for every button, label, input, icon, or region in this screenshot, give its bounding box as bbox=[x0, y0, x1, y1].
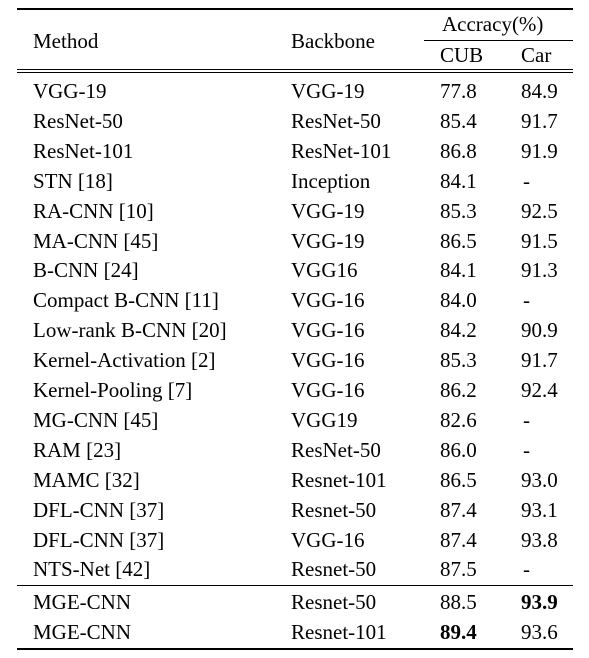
cell-backbone: VGG-19 bbox=[291, 228, 365, 253]
cell-backbone: VGG-19 bbox=[291, 198, 365, 223]
cell-car: - bbox=[523, 407, 530, 432]
cell-car: - bbox=[523, 437, 530, 462]
cell-backbone: ResNet-50 bbox=[291, 437, 381, 462]
cell-method: Kernel-Pooling [7] bbox=[33, 378, 193, 402]
cell-cub: 88.5 bbox=[440, 590, 477, 614]
cell-backbone: Resnet-50 bbox=[291, 557, 377, 582]
cell-cub: 89.4 bbox=[440, 620, 477, 644]
cell-backbone: VGG-16 bbox=[291, 378, 365, 402]
header-rule-2 bbox=[17, 72, 573, 73]
header-accuracy-group: Accracy(%) bbox=[442, 12, 544, 36]
cell-car: 91.7 bbox=[521, 108, 558, 133]
cell-backbone: ResNet-50 bbox=[291, 108, 381, 133]
cell-backbone: VGG16 bbox=[291, 258, 358, 283]
cell-backbone: Resnet-101 bbox=[291, 467, 387, 492]
cell-cub: 86.0 bbox=[440, 437, 477, 462]
cell-method: MGE-CNN bbox=[33, 620, 131, 644]
cell-cub: 87.5 bbox=[440, 557, 477, 582]
cell-cub: 87.4 bbox=[440, 527, 477, 552]
bottom-rule bbox=[17, 648, 573, 650]
cell-car: - bbox=[523, 288, 530, 313]
cell-backbone: VGG-16 bbox=[291, 318, 365, 343]
cell-backbone: Resnet-101 bbox=[291, 620, 387, 644]
cell-backbone: Inception bbox=[291, 168, 371, 193]
cell-backbone: Resnet-50 bbox=[291, 497, 377, 522]
cell-cub: 86.2 bbox=[440, 378, 477, 402]
cell-method: MAMC [32] bbox=[33, 467, 140, 492]
cell-car: 84.9 bbox=[521, 79, 558, 103]
cell-car: 90.9 bbox=[521, 318, 558, 343]
cell-car: 91.3 bbox=[521, 258, 558, 283]
cell-method: Low-rank B-CNN [20] bbox=[33, 318, 227, 343]
cell-method: B-CNN [24] bbox=[33, 258, 139, 283]
cell-cub: 84.1 bbox=[440, 258, 477, 283]
cell-backbone: VGG-16 bbox=[291, 527, 365, 552]
cell-method: VGG-19 bbox=[33, 79, 107, 103]
cell-cub: 85.3 bbox=[440, 348, 477, 373]
cell-method: ResNet-50 bbox=[33, 108, 123, 133]
cell-car: 93.9 bbox=[521, 590, 558, 614]
cell-method: MGE-CNN bbox=[33, 590, 131, 614]
cell-backbone: VGG19 bbox=[291, 407, 358, 432]
cell-car: - bbox=[523, 557, 530, 582]
cell-cub: 86.5 bbox=[440, 467, 477, 492]
cell-cub: 82.6 bbox=[440, 407, 477, 432]
cell-cub: 84.2 bbox=[440, 318, 477, 343]
cell-car: 92.4 bbox=[521, 378, 558, 402]
cell-method: Kernel-Activation [2] bbox=[33, 348, 216, 373]
cell-method: ResNet-101 bbox=[33, 138, 134, 163]
cell-car: 93.6 bbox=[521, 620, 558, 644]
cell-car: 91.7 bbox=[521, 348, 558, 373]
cell-cub: 86.5 bbox=[440, 228, 477, 253]
cell-backbone: VGG-16 bbox=[291, 288, 365, 313]
cell-method: STN [18] bbox=[33, 168, 113, 193]
cell-method: MG-CNN [45] bbox=[33, 407, 159, 432]
cell-cub: 84.1 bbox=[440, 168, 477, 193]
cell-method: MA-CNN [45] bbox=[33, 228, 159, 253]
cell-cub: 86.8 bbox=[440, 138, 477, 163]
header-method: Method bbox=[33, 29, 99, 53]
cell-method: DFL-CNN [37] bbox=[33, 497, 165, 522]
results-separator-rule bbox=[17, 585, 573, 586]
cell-car: 91.9 bbox=[521, 138, 558, 163]
cell-cub: 77.8 bbox=[440, 79, 477, 103]
cell-car: 91.5 bbox=[521, 228, 558, 253]
cell-cub: 84.0 bbox=[440, 288, 477, 313]
header-rule bbox=[17, 69, 573, 70]
cell-method: DFL-CNN [37] bbox=[33, 527, 165, 552]
cell-cub: 85.4 bbox=[440, 108, 477, 133]
cell-backbone: Resnet-50 bbox=[291, 590, 377, 614]
cell-car: - bbox=[523, 168, 530, 193]
cell-cub: 87.4 bbox=[440, 497, 477, 522]
header-cub: CUB bbox=[440, 43, 484, 67]
cell-method: Compact B-CNN [11] bbox=[33, 288, 219, 313]
cell-method: NTS-Net [42] bbox=[33, 557, 151, 582]
header-backbone: Backbone bbox=[291, 29, 375, 53]
cell-backbone: VGG-16 bbox=[291, 348, 365, 373]
cell-method: RA-CNN [10] bbox=[33, 198, 154, 223]
cell-car: 93.0 bbox=[521, 467, 558, 492]
cell-method: RAM [23] bbox=[33, 437, 122, 462]
cell-cub: 85.3 bbox=[440, 198, 477, 223]
cell-backbone: ResNet-101 bbox=[291, 138, 392, 163]
header-car: Car bbox=[521, 43, 552, 67]
cell-backbone: VGG-19 bbox=[291, 79, 365, 103]
cell-car: 93.1 bbox=[521, 497, 558, 522]
cell-car: 92.5 bbox=[521, 198, 558, 223]
cell-car: 93.8 bbox=[521, 527, 558, 552]
